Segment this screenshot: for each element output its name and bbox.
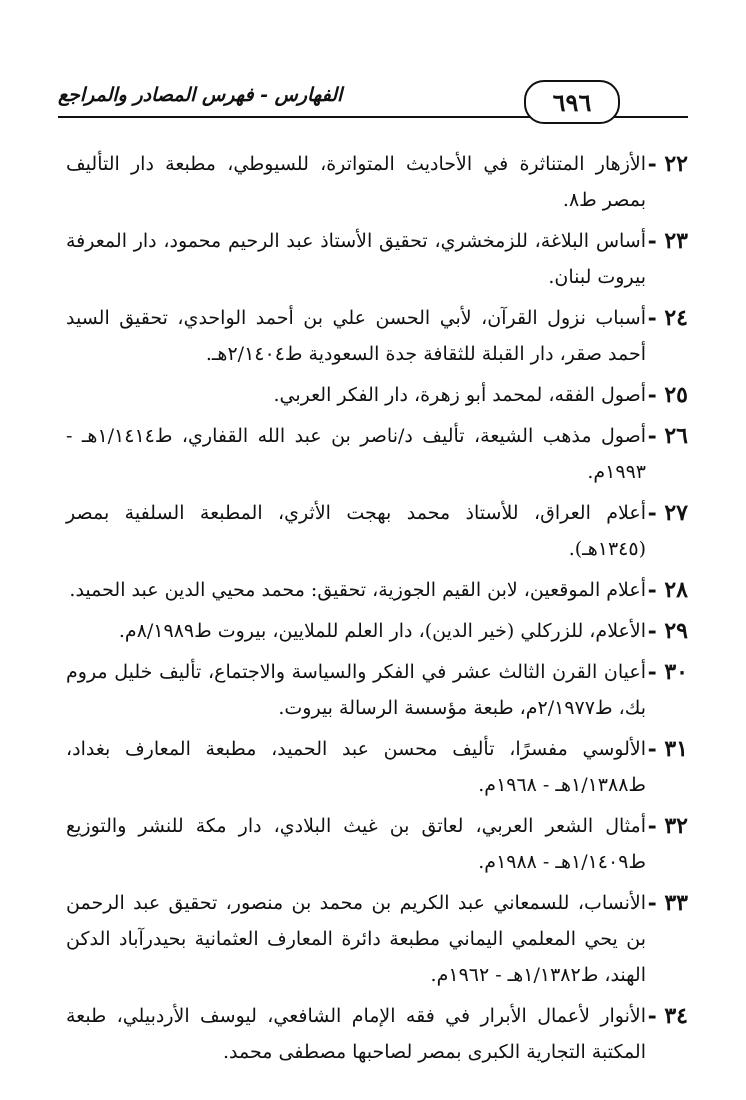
entry-number: ٢٧ - [647,500,688,526]
reference-entry [66,418,688,490]
entry-text: أعلام الموقعين، لابن القيم الجوزية، تحقيق: محمد محيي الدين عبد الحميد. [69,579,646,601]
reference-entry [66,495,688,567]
entry-text: أساس البلاغة، للزمخشري، تحقيق الأستاذ عبد الرحيم محمود، دار المعرفة بيروت لبنان. [66,230,646,288]
entry-text: أعيان القرن الثالث عشر في الفكر والسياسة والاجتماع، تأليف خليل مروم بك، ط٢/١٩٧٧م، طبعة مؤسسة الرسالة بيروت. [66,661,646,719]
entry-text: أمثال الشعر العربي، لعاتق بن غيث البلادي، دار مكة للنشر والتوزيع ط١/١٤٠٩هـ - ١٩٨٨م. [66,815,646,873]
reference-entry [66,377,688,413]
reference-entry [66,808,688,880]
entry-text: أسباب نزول القرآن، لأبي الحسن علي بن أحمد الواحدي، تحقيق السيد أحمد صقر، دار القبلة للثقافة جدة السعودية ط٢/١٤٠٤هـ. [66,307,646,365]
entry-number: ٣١ - [647,736,688,762]
entry-text: الأنوار لأعمال الأبرار في فقه الإمام الشافعي، ليوسف الأردبيلي، طبعة المكتبة التجارية الكبرى بمصر لصاحبها مصطفى محمد. [66,1005,646,1063]
entry-text: الأعلام، للزركلي (خير الدين)، دار العلم للملايين، بيروت ط٨/١٩٨٩م. [118,620,646,642]
entry-text: الألوسي مفسرًا، تأليف محسن عبد الحميد، مطبعة المعارف بغداد، ط١/١٣٨٨هـ - ١٩٦٨م. [66,738,646,796]
reference-entry [66,731,688,803]
reference-entry [66,885,688,993]
reference-entry [66,223,688,295]
entry-number: ٢٣ - [647,228,688,254]
entry-number: ٢٤ - [647,305,688,331]
entry-number: ٣٤ - [647,1003,688,1029]
reference-entry [66,613,688,649]
reference-entry [66,572,688,608]
page-number-badge: ٦٩٦ [524,80,620,124]
entry-text: أصول الفقه، لمحمد أبو زهرة، دار الفكر العربي. [273,384,646,406]
reference-entry [66,998,688,1070]
entry-text: الأنساب، للسمعاني عبد الكريم بن محمد بن منصور، تحقيق عبد الرحمن بن يحي المعلمي اليماني مطبعة دائرة المعارف العثمانية بحيدرآباد الدكن الهند، ط١/١٣٨٢هـ - ١٩٦٢م. [66,892,646,986]
entry-number: ٢٦ - [647,423,688,449]
entry-number: ٢٢ - [647,151,688,177]
reference-entry [66,654,688,726]
entry-number: ٢٩ - [647,618,688,644]
entry-text: أعلام العراق، للأستاذ محمد بهجت الأثري، المطبعة السلفية بمصر (١٣٤٥هـ). [66,502,646,560]
entry-number: ٣٢ - [647,813,688,839]
running-title: الفهارس - فهرس المصادر والمراجع [58,84,343,106]
entry-number: ٣٠ - [647,659,688,685]
references-list [66,146,688,1075]
entry-text: أصول مذهب الشيعة، تأليف د/ناصر بن عبد الله القفاري، ط١/١٤١٤هـ - ١٩٩٣م. [66,425,646,483]
entry-text: الأزهار المتناثرة في الأحاديث المتواترة، للسيوطي، مطبعة دار التأليف بمصر ط٨. [66,153,646,211]
reference-entry [66,300,688,372]
entry-number: ٢٥ - [647,382,688,408]
entry-number: ٣٣ - [647,890,688,916]
page-header [58,80,688,120]
entry-number: ٢٨ - [647,577,688,603]
reference-entry [66,146,688,218]
